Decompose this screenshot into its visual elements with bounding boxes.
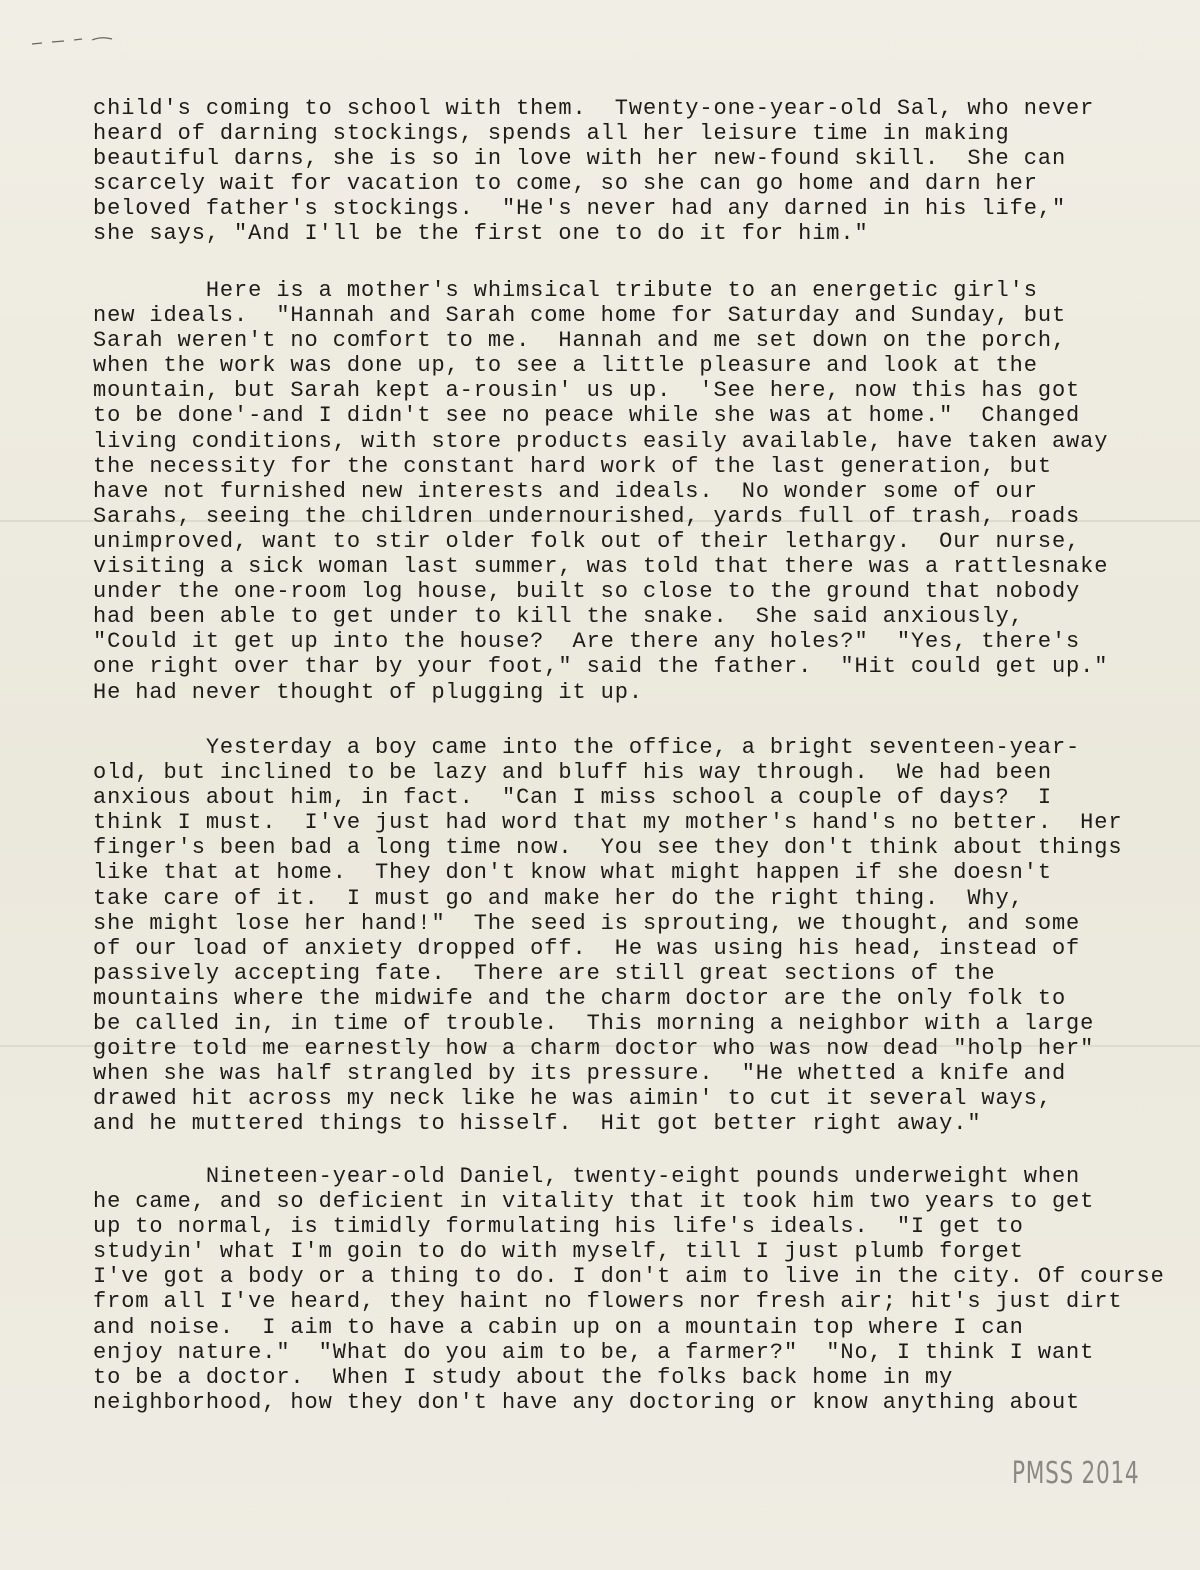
text-line: unimproved, want to stir older folk out of their lethargy. Our nurse, bbox=[93, 528, 1081, 554]
text-line: she might lose her hand!" The seed is sprouting, we thought, and some bbox=[93, 910, 1081, 936]
text-line: one right over thar by your foot," said the father. "Hit could get up." bbox=[93, 654, 1109, 680]
text-line: studyin' what I'm goin to do with myself, till I just plumb forget bbox=[93, 1239, 1024, 1265]
text-line: mountains where the midwife and the charm doctor are the only folk to bbox=[93, 985, 1067, 1011]
text-line: she says, "And I'll be the first one to do it for him." bbox=[93, 221, 869, 247]
text-line: have not furnished new interests and ideals. No wonder some of our bbox=[93, 478, 1038, 504]
text-line: enjoy nature." "What do you aim to be, a farmer?" "No, I think I want bbox=[93, 1339, 1095, 1365]
text-line: from all I've heard, they haint no flowers nor fresh air; hit's just dirt bbox=[93, 1289, 1123, 1315]
text-line: Here is a mother's whimsical tribute to an energetic girl's bbox=[93, 278, 1038, 303]
text-line: to be done'-and I didn't see no peace while she was at home." Changed bbox=[93, 403, 1081, 429]
archive-watermark: PMSS 2014 bbox=[1012, 1456, 1140, 1491]
text-line: I've got a body or a thing to do. I don't aim to live in the city. Of course bbox=[93, 1264, 1165, 1290]
text-line: scarcely wait for vacation to come, so she can go home and darn her bbox=[93, 171, 1038, 197]
text-line: "Could it get up into the house? Are there any holes?" "Yes, there's bbox=[93, 629, 1081, 655]
text-line: take care of it. I must go and make her do the right thing. Why, bbox=[93, 885, 1024, 911]
text-line: when the work was done up, to see a little pleasure and look at the bbox=[93, 353, 1038, 379]
text-line: and he muttered things to hisself. Hit got better right away." bbox=[93, 1111, 982, 1137]
text-line: goitre told me earnestly how a charm doctor who was now dead "holp her" bbox=[93, 1036, 1095, 1062]
text-line: Yesterday a boy came into the office, a bright seventeen-year- bbox=[93, 735, 1081, 760]
text-line: finger's been bad a long time now. You see they don't think about things bbox=[93, 835, 1123, 861]
text-line: new ideals. "Hannah and Sarah come home for Saturday and Sunday, but bbox=[93, 303, 1067, 329]
text-line: mountain, but Sarah kept a-rousin' us up. 'See here, now this has got bbox=[93, 378, 1081, 404]
text-line: beloved father's stockings. "He's never had any darned in his life," bbox=[93, 196, 1067, 222]
text-line: Sarahs, seeing the children undernourished, yards full of trash, roads bbox=[93, 503, 1081, 529]
text-line: neighborhood, how they don't have any doctoring or know anything about bbox=[93, 1389, 1081, 1415]
text-line: heard of darning stockings, spends all her leisure time in making bbox=[93, 121, 1010, 147]
text-line: Nineteen-year-old Daniel, twenty-eight pounds underweight when bbox=[93, 1164, 1081, 1189]
paragraph-2 bbox=[93, 278, 1108, 705]
text-line: the necessity for the constant hard work of the last generation, but bbox=[93, 453, 1052, 479]
text-line: he came, and so deficient in vitality that it took him two years to get bbox=[93, 1189, 1095, 1215]
text-line: think I must. I've just had word that my mother's hand's no better. Her bbox=[93, 810, 1123, 836]
text-line: Sarah weren't no comfort to me. Hannah and me set down on the porch, bbox=[93, 328, 1067, 354]
text-line: to be a doctor. When I study about the folks back home in my bbox=[93, 1364, 954, 1390]
text-line: He had never thought of plugging it up. bbox=[93, 679, 643, 705]
text-line: under the one-room log house, built so close to the ground that nobody bbox=[93, 579, 1081, 605]
text-line: of our load of anxiety dropped off. He was using his head, instead of bbox=[93, 935, 1081, 961]
text-line: like that at home. They don't know what might happen if she doesn't bbox=[93, 860, 1052, 886]
text-line: passively accepting fate. There are still great sections of the bbox=[93, 960, 996, 986]
text-line: up to normal, is timidly formulating his life's ideals. "I get to bbox=[93, 1214, 1024, 1240]
paragraph-4 bbox=[93, 1164, 1165, 1415]
text-line: drawed hit across my neck like he was aimin' to cut it several ways, bbox=[93, 1086, 1052, 1112]
text-line: anxious about him, in fact. "Can I miss school a couple of days? I bbox=[93, 785, 1052, 811]
text-line: beautiful darns, she is so in love with her new-found skill. She can bbox=[93, 146, 1067, 172]
text-line: had been able to get under to kill the snake. She said anxiously, bbox=[93, 604, 1024, 630]
ink-smudge-mark bbox=[30, 36, 120, 46]
text-line: living conditions, with store products easily available, have taken away bbox=[93, 428, 1109, 454]
text-line: visiting a sick woman last summer, was told that there was a rattlesnake bbox=[93, 554, 1109, 580]
text-line: and noise. I aim to have a cabin up on a mountain top where I can bbox=[93, 1314, 1024, 1340]
paragraph-1 bbox=[93, 96, 1094, 247]
text-line: when she was half strangled by its pressure. "He whetted a knife and bbox=[93, 1061, 1067, 1087]
text-line: be called in, in time of trouble. This morning a neighbor with a large bbox=[93, 1011, 1095, 1037]
text-line: old, but inclined to be lazy and bluff his way through. We had been bbox=[93, 760, 1052, 786]
paragraph-3 bbox=[93, 735, 1122, 1137]
text-line: child's coming to school with them. Twenty-one-year-old Sal, who never bbox=[93, 96, 1095, 121]
